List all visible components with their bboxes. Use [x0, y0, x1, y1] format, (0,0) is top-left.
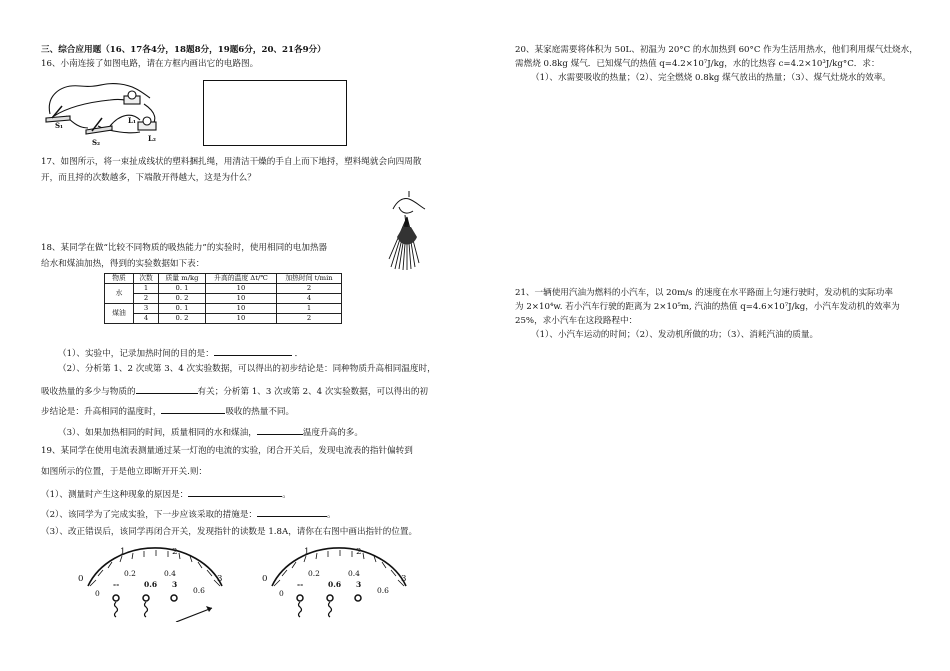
ammeter-left-outer-0: 0: [78, 574, 84, 584]
table-cell: 2: [277, 284, 342, 294]
q18-p3-text-b: 温度升高的多。: [302, 428, 363, 438]
ammeter-right-terminal-06: 0.6: [328, 580, 342, 589]
table-cell: 10: [206, 304, 277, 314]
q21-line4: （1）、小汽车运动的时间；（2）、发动机所做的功；（3）、消耗汽油的质量。: [531, 330, 819, 340]
q21-line1: 21、一辆使用汽油为燃料的小汽车，以 20m/s 的速度在水平路面上匀速行驶时，发动机的实际功率: [515, 288, 893, 298]
q18-p2-text-d: 吸收的热量不同。: [225, 407, 295, 417]
ammeter-left-outer-2: 2: [172, 547, 178, 557]
table-cell: 0. 2: [159, 314, 206, 324]
table-header: 物质: [105, 274, 134, 284]
table-cell-substance: 水: [105, 284, 134, 304]
q19-p3: （3）、改正错误后，该同学再闭合开关，发现指针的读数是 1.8A，请你在右图中画出指针的位置。: [41, 527, 418, 537]
q18-p2-line1: （2）、分析第 1、2 次或第 3、4 次实验数据，可以得出的初步结论是：同种物质升高相同温度时，: [58, 364, 436, 374]
q20-line3: （1）、水需要吸收的热量；（2）、完全燃烧 0.8kg 煤气放出的热量；（3）、煤气灶烧水的效率。: [531, 73, 891, 83]
q18-p1-blank[interactable]: [214, 346, 292, 356]
q17-line1: 17、如图所示，将一束扯成线状的塑料捆扎绳，用清洁干燥的手自上而下地捋，塑料绳就会向四周散: [41, 157, 422, 167]
q21-line2: 为 2×10⁴w. 若小汽车行驶的距离为 2×10⁵m, 汽油的热值 q=4.6×10⁷J/kg，小汽车发动机的效率为: [515, 302, 900, 312]
q18-p2-text-c: 步结论是：升高相同的温度时，: [41, 407, 162, 417]
ammeter-right-inner-0: 0: [279, 589, 284, 598]
q21-line3: 25%，求小汽车在这段路程中：: [515, 316, 638, 326]
table-row: [105, 284, 342, 294]
table-header-row: [105, 274, 342, 284]
q18-p2-line3: [41, 404, 294, 418]
q17-rope-figure: [383, 187, 433, 271]
ammeter-right-inner-2: 0.4: [348, 569, 360, 578]
q19-p1-blank[interactable]: [188, 487, 282, 497]
table-cell: 10: [206, 314, 277, 324]
q19-line2: 如图所示的位置，于是他立即断开开关.则：: [41, 467, 208, 477]
q18-p3-text-a: （3）、如果加热相同的时间，质量相同的水和煤油，: [58, 428, 257, 438]
ammeter-left-inner-2: 0.4: [164, 569, 176, 578]
q18-p1-text: （1）、实验中，记录加热时间的目的是：: [58, 349, 214, 359]
label-l2: L₂: [148, 134, 156, 143]
ammeter-left-terminal-neg: --: [113, 580, 120, 589]
section-title: 三、综合应用题（16、17各4分，18题8分，19题6分，20、21各9分）: [41, 45, 326, 55]
ammeter-right-inner-3: 0.6: [377, 586, 389, 595]
q19-p1-text: （1）、测量时产生这种现象的原因是：: [41, 490, 189, 500]
table-header: 加热时间 t/min: [277, 274, 342, 284]
table-header: 次数: [134, 274, 159, 284]
ammeter-left-terminal-3: 3: [172, 580, 178, 589]
q20-line2: 需燃烧 0.8kg 煤气．已知煤气的热值 q=4.2×10⁷J/kg，水的比热容 c=4.2×10³J/kg°C．求：: [515, 59, 880, 69]
table-cell-substance: 煤油: [105, 304, 134, 324]
table-header: 质量 m/kg: [159, 274, 206, 284]
ammeter-right-outer-0: 0: [262, 574, 268, 584]
ammeter-left-inner-1: 0.2: [124, 569, 136, 578]
table-cell: 4: [277, 294, 342, 304]
q18-p3: [58, 425, 363, 439]
q19-p2-blank[interactable]: [257, 507, 327, 517]
ammeter-right-inner-1: 0.2: [308, 569, 320, 578]
q19-p2-text: （2）、该同学为了完成实验，下一步应该采取的措施是：: [41, 510, 258, 520]
ammeter-right-outer-3: 3: [401, 574, 407, 584]
table-cell: 0. 1: [159, 304, 206, 314]
label-s1: S₁: [55, 121, 64, 130]
table-row: [105, 314, 342, 324]
ammeter-left-outer-3: 3: [217, 574, 223, 584]
table-cell: 0. 2: [159, 294, 206, 304]
q18-data-table: [104, 273, 342, 324]
ammeter-right-terminal-3: 3: [356, 580, 362, 589]
q16-answer-box[interactable]: [203, 80, 347, 146]
q19-p2: [41, 507, 336, 521]
table-cell: 3: [134, 304, 159, 314]
q18-line2: 给水和煤油加热，得到的实验数据如下表：: [41, 259, 205, 269]
ammeter-right-terminal-neg: --: [297, 580, 304, 589]
table-cell: 0. 1: [159, 284, 206, 294]
ammeter-left-outer-1: 1: [120, 547, 126, 557]
table-cell: 1: [277, 304, 342, 314]
q18-p2-blank1[interactable]: [136, 384, 198, 394]
table-cell: 1: [134, 284, 159, 294]
ammeter-left-inner-3: 0.6: [193, 586, 205, 595]
ammeter-left-inner-0: 0: [95, 589, 100, 598]
table-cell: 10: [206, 284, 277, 294]
table-row: [105, 304, 342, 314]
q18-p2-blank2[interactable]: [161, 404, 225, 414]
table-cell: 2: [277, 314, 342, 324]
q17-line2: 开，而且捋的次数越多，下端散开得越大，这是为什么？: [41, 173, 256, 183]
ammeter-right-outer-1: 1: [304, 547, 310, 557]
q19-p1: [41, 487, 291, 501]
ammeter-right-outer-2: 2: [356, 547, 362, 557]
q18-p1-end: ．: [294, 349, 304, 359]
table-cell: 4: [134, 314, 159, 324]
table-cell: 10: [206, 294, 277, 304]
label-s2: S₂: [92, 138, 101, 147]
q20-line1: 20、某家庭需要将体积为 50L、初温为 20°C 的水加热到 60°C 作为生活用热水，他们利用煤气灶烧水，: [515, 45, 918, 55]
q19-p1-end: 。: [282, 490, 291, 500]
q19-p2-end: 。: [327, 510, 336, 520]
q18-p2-line2: [41, 384, 428, 398]
table-row: [105, 294, 342, 304]
table-header: 升高的温度 Δt/℃: [206, 274, 277, 284]
q18-p2-text-a: 吸收热量的多少与物质的: [41, 387, 136, 397]
table-cell: 2: [134, 294, 159, 304]
q18-p3-blank[interactable]: [257, 425, 303, 435]
label-l1: L₁: [128, 116, 136, 125]
ammeter-left-terminal-06: 0.6: [144, 580, 158, 589]
q19-line1: 19、某同学在使用电流表测量通过某一灯泡的电流的实验，闭合开关后，发现电流表的指针偏转到: [41, 446, 413, 456]
q18-p1: [58, 346, 303, 360]
q16-text: 16、小南连接了如图电路，请在方框内画出它的电路图。: [41, 59, 259, 69]
q18-p2-text-b: 有关；分析第 1、3 次或第 2、4 次实验数据，可以得出的初: [197, 387, 429, 397]
q18-line1: 18、某同学在做“比较不同物质的吸热能力”的实验时，使用相同的电加热器: [41, 243, 328, 253]
